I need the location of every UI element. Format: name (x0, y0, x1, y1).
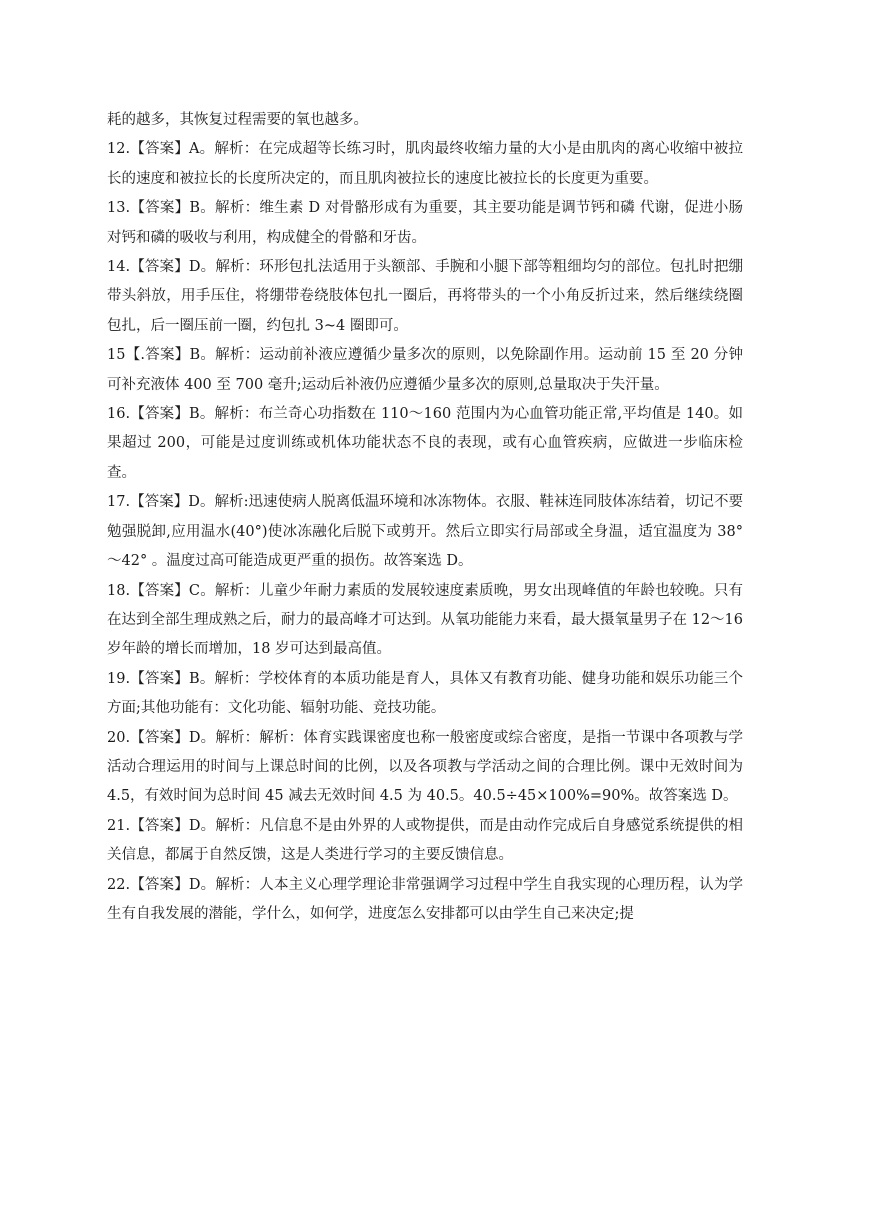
answer-item-12: 12.【答案】A。解析：在完成超等长练习时，肌肉最终收缩力量的大小是由肌肉的离心收缩中被拉长的速度和被拉长的长度所决定的，而且肌肉被拉长的速度比被拉长的长度更为重要。 (107, 141, 743, 187)
answer-item-19: 19.【答案】B。解析：学校体育的本质功能是育人，具体又有教育功能、健身功能和娱乐功能三个方面;其他功能有：文化功能、辐射功能、竞技功能。 (107, 670, 743, 717)
answer-item-20: 20.【答案】D。解析：解析：体育实践课密度也称一般密度或综合密度，是指一节课中各项教与学活动合理运用的时间与上课总时间的比例，以及各项教与学活动之间的合理比例。课中无效时间为 4.5，有效时间为总时间 45 减去无效时间 4.5 为 40.5。40.5÷45×100%=90%。故答案选 D。 (107, 729, 743, 805)
answer-item-14: 14.【答案】D。解析：环形包扎法适用于头额部、手腕和小腿下部等粗细均匀的部位。包扎时把绷带头斜放，用手压住，将绷带卷绕肢体包扎一圈后，再将带头的一个小角反折过来，然后继续绕圈包扎，后一圈压前一圈，约包扎 3~4 圈即可。 (107, 259, 743, 334)
answer-item-13: 13.【答案】B。解析：维生素 D 对骨骼形成有为重要，其主要功能是调节钙和磷 代谢，促进小肠对钙和磷的吸收与利用，构成健全的骨骼和牙齿。 (107, 200, 743, 246)
answer-item-15: 15【.答案】B。解析：运动前补液应遵循少量多次的原则，以免除副作用。运动前 15 至 20 分钟可补充液体 400 至 700 毫升;运动后补液仍应遵循少量多次的原则,总量取决于失汗量。 (107, 347, 743, 393)
answer-item-21: 21.【答案】D。解析：凡信息不是由外界的人或物提供，而是由动作完成后自身感觉系统提供的相关信息，都属于自然反馈，这是人类进行学习的主要反馈信息。 (107, 817, 743, 864)
answer-item-17: 17.【答案】D。解析:迅速使病人脱离低温环境和冰冻物体。衣服、鞋袜连同肢体冻结着，切记不要勉强脱卸,应用温水(40°)使冰冻融化后脱下或剪开。然后立即实行局部或全身温，适宜温度为 38° ～42° 。温度过高可能造成更严重的损伤。故答案选 D。 (107, 494, 743, 570)
answer-item-22: 22.【答案】D。解析：人本主义心理学理论非常强调学习过程中学生自我实现的心理历程，认为学生有自我发展的潜能，学什么，如何学，进度怎么安排都可以由学生自己来决定;提 (107, 876, 743, 922)
document-page (107, 106, 743, 929)
paragraph-continuation: 耗的越多，其恢复过程需要的氧也越多。 (107, 112, 368, 128)
answer-item-18: 18.【答案】C。解析：儿童少年耐力素质的发展较速度素质晚，男女出现峰值的年龄也较晚。只有在达到全部生理成熟之后，耐力的最高峰才可达到。从氧功能能力来看，最大摄氧量男子在 12～16 岁年龄的增长而增加，18 岁可达到最高值。 (107, 582, 744, 658)
answer-item-16: 16.【答案】B。解析：布兰奇心功指数在 110～160 范围内为心血管功能正常,平均值是 140。如果超过 200，可能是过度训练或机体功能状态不良的表现，或有心血管疾病，应做进一步临床检查。 (107, 406, 743, 481)
